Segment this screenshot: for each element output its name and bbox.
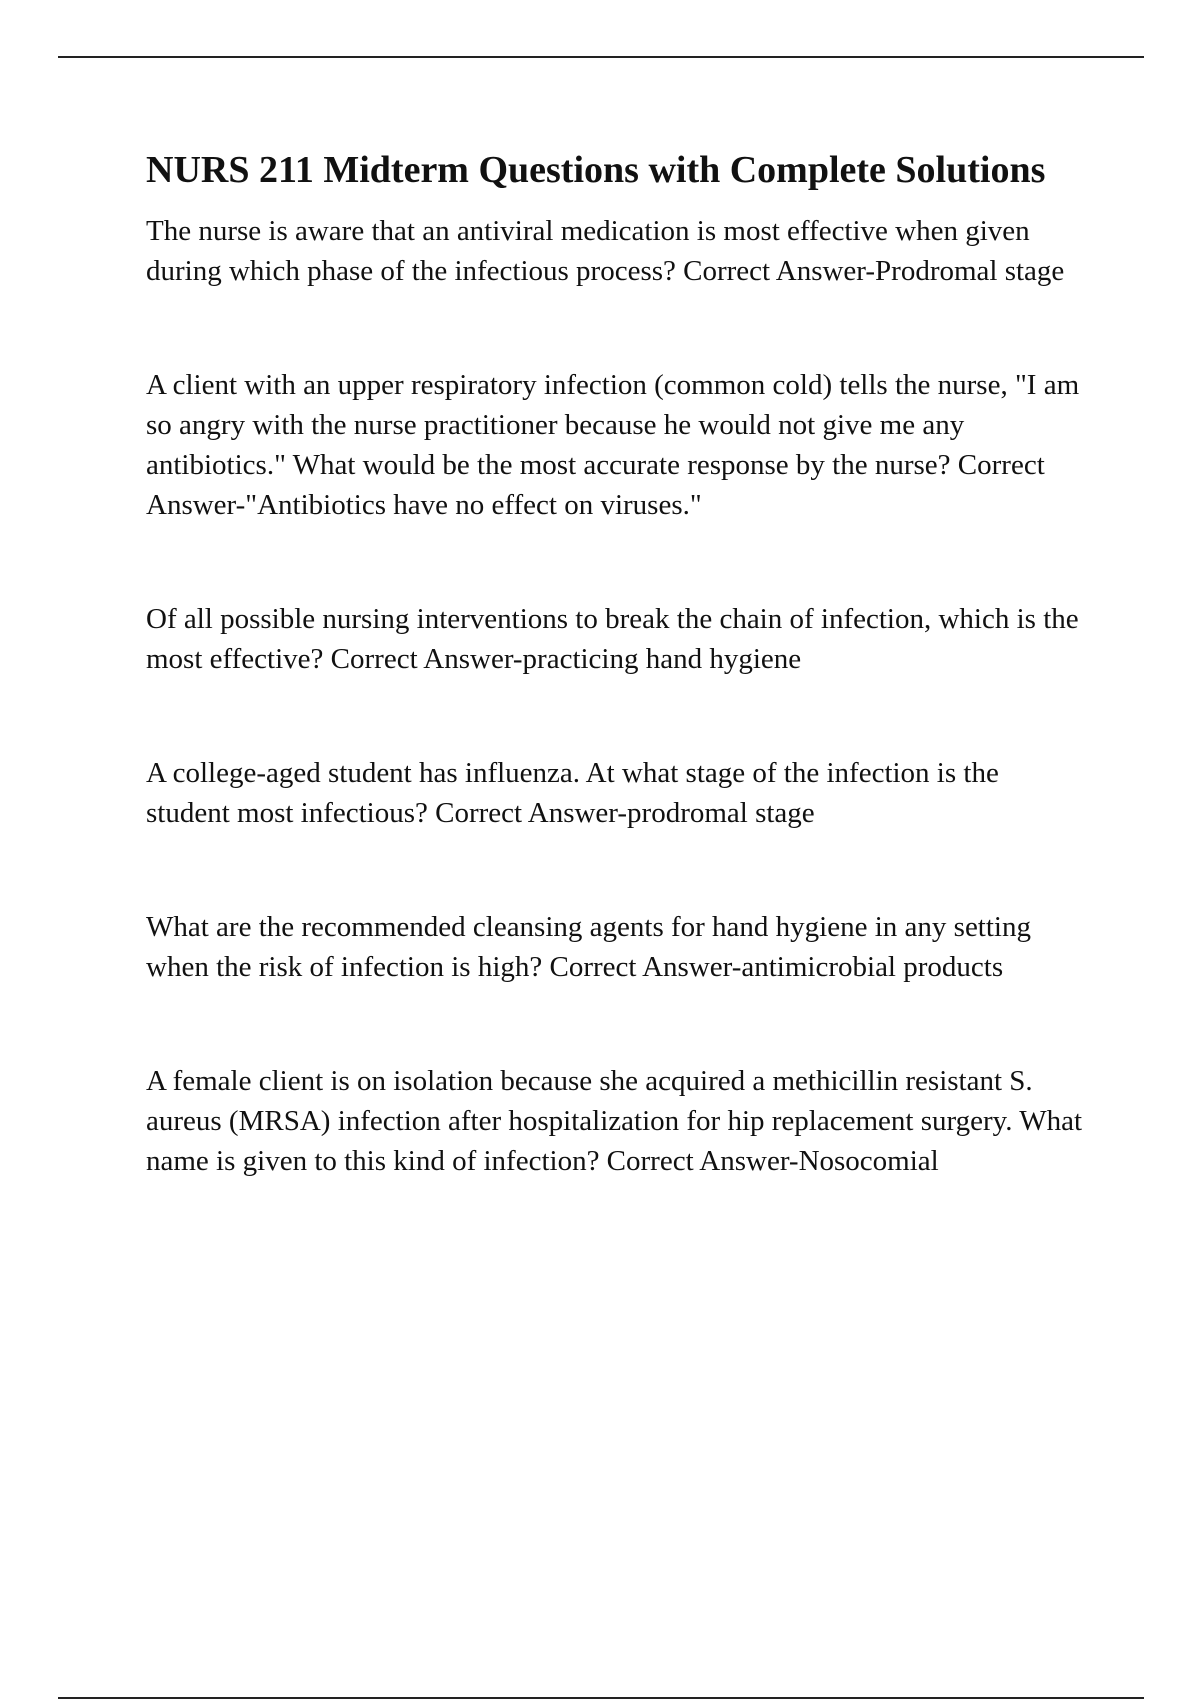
- question-item: [146, 365, 1086, 525]
- question-text: A female client is on isolation because she acquired a methicillin resistant S. aureus (MRSA) infection after hospitalization for hip replacement surgery. What name is given to this kind of infection? Correct Answer-Nosocomial: [146, 1065, 1083, 1177]
- question-item: [146, 599, 1086, 679]
- question-text: The nurse is aware that an antiviral medication is most effective when given during which phase of the infectious process? Correct Answer-Prodromal stage: [146, 215, 1065, 287]
- question-item: [146, 907, 1086, 987]
- question-text: Of all possible nursing interventions to break the chain of infection, which is the most effective? Correct Answer-practicing hand hygiene: [146, 603, 1079, 675]
- footer-rule: [58, 1697, 1144, 1699]
- document-body: [146, 146, 1086, 1181]
- question-text: A client with an upper respiratory infection (common cold) tells the nurse, "I am so angry with the nurse practitioner because he would not give me any antibiotics." What would be the most accurate response by the nurse? Correct Answer-"Antibiotics have no effect on viruses.": [146, 369, 1080, 521]
- question-item: [146, 1061, 1086, 1181]
- question-text: What are the recommended cleansing agents for hand hygiene in any setting when the risk of infection is high? Correct Answer-antimicrobial products: [146, 911, 1031, 983]
- document-title: NURS 211 Midterm Questions with Complete Solutions: [146, 149, 1046, 191]
- question-list: [146, 211, 1086, 1181]
- question-item: [146, 753, 1086, 833]
- question-item: [146, 211, 1086, 291]
- question-text: A college-aged student has influenza. At what stage of the infection is the student most infectious? Correct Answer-prodromal stage: [146, 757, 999, 829]
- header-rule: [58, 56, 1144, 58]
